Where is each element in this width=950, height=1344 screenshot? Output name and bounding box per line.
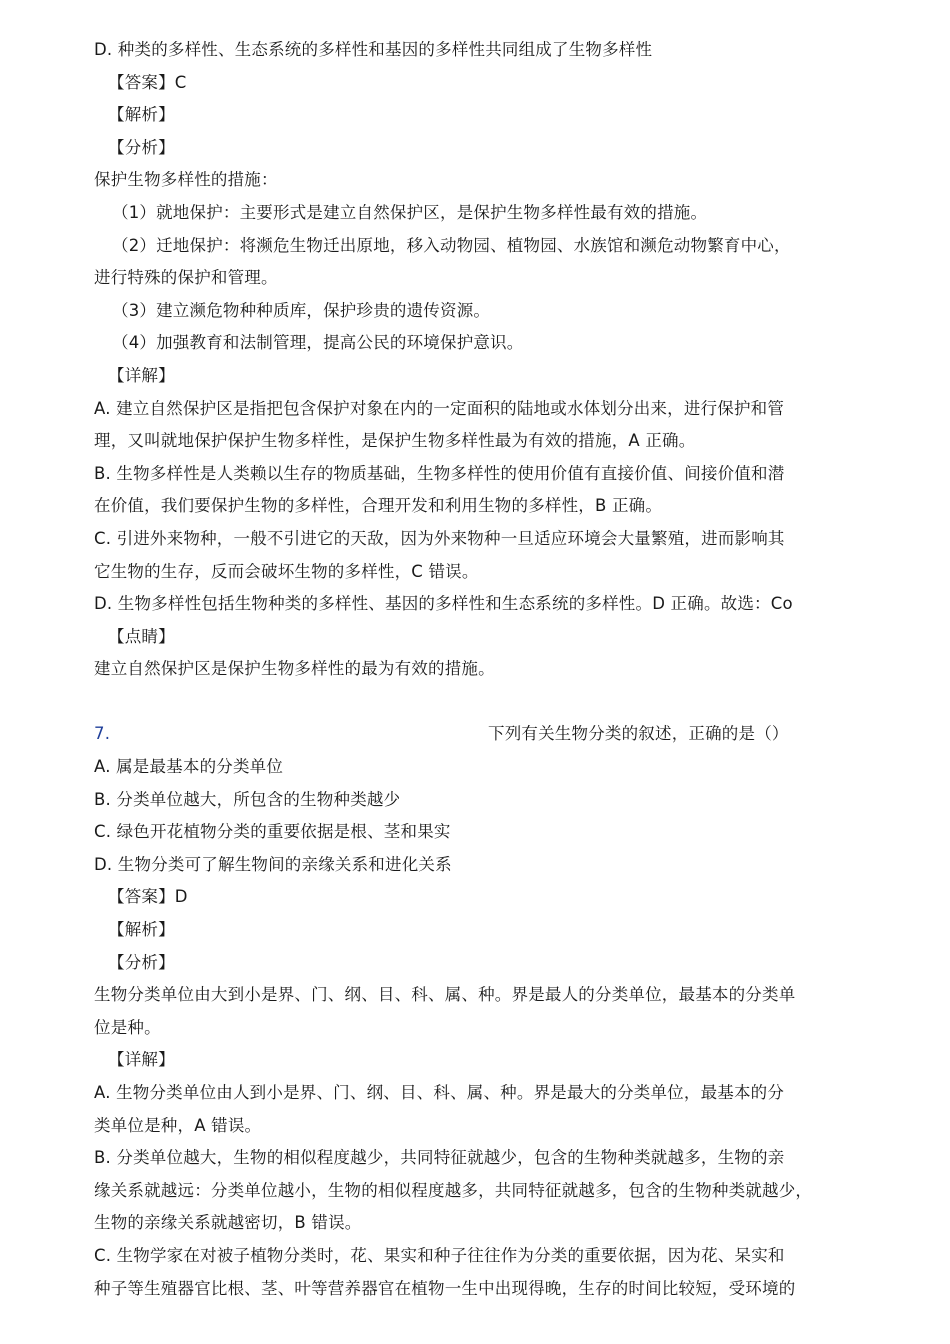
question-7 (94, 718, 864, 751)
question-number: 7. (94, 724, 111, 744)
spacer (94, 686, 864, 719)
analysis-text: 位是种。 (94, 1017, 161, 1037)
detail-text: 生物的亲缘关系就越密切，B 错误。 (94, 1213, 362, 1233)
detail-text: 在价值，我们要保护生物的多样性，合理开发和利用生物的多样性，B 正确。 (94, 496, 663, 516)
detail-text: 种子等生殖器官比根、茎、叶等营养器官在植物一生中出现得晚，生存的时间比较短，受环境的 (94, 1278, 796, 1298)
detail-heading: 【详解】 (108, 1050, 175, 1070)
detail-text: 缘关系就越远：分类单位越小，生物的相似程度越多，共同特征就越多，包含的生物种类就越少， (94, 1180, 813, 1200)
detail-heading: 【详解】 (108, 365, 175, 385)
analysis-text: 保护生物多样性的措施： (94, 170, 278, 190)
detail-text: B. 生物多样性是人类赖以生存的物质基础，生物多样性的使用价值有直接价值、间接价值和潜 (94, 463, 785, 483)
option-d-line: D. 种类的多样性、生态系统的多样性和基因的多样性共同组成了生物多样性 (94, 40, 653, 59)
option-c: C. 绿色开花植物分类的重要依据是根、茎和果实 (94, 822, 451, 842)
measure-item: （1）就地保护：主要形式是建立自然保护区，是保护生物多样性最有效的措施。 (112, 202, 708, 222)
answer-block-6 (94, 34, 864, 686)
detail-text: C. 生物学家在对被子植物分类时，花、果实和种子往往作为分类的重要依据，因为花、呆实和 (94, 1245, 785, 1265)
explanation-heading: 【解析】 (108, 105, 175, 125)
detail-text: A. 建立自然保护区是指把包含保护对象在内的一定面积的陆地或水体划分出来，进行保护和管 (94, 398, 785, 418)
option-b: B. 分类单位越大，所包含的生物种类越少 (94, 789, 401, 809)
detail-text: D. 生物多样性包括生物种类的多样性、基因的多样性和生态系统的多样性。D 正确。故选：Co (94, 594, 793, 614)
option-a: A. 属是最基本的分类单位 (94, 757, 284, 777)
measure-item-continued: 进行特殊的保护和管理。 (94, 268, 278, 288)
answer-heading: 【答案】C (108, 72, 187, 92)
question-stem: 下列有关生物分类的叙述，正确的是（） (488, 724, 789, 744)
detail-text: A. 生物分类单位由人到小是界、门、纲、目、科、属、种。界是最大的分类单位，最基本的分 (94, 1083, 785, 1102)
answer-block-7 (94, 751, 864, 1305)
analysis-text: 生物分类单位由大到小是界、门、纲、目、科、属、种。界是最人的分类单位，最基本的分类单 (94, 985, 796, 1005)
detail-text: 类单位是种，A 错误。 (94, 1115, 262, 1135)
analysis-heading: 【分析】 (108, 952, 175, 972)
key-point-heading: 【点睛】 (108, 626, 175, 646)
measure-item: （2）迁地保护：将濒危生物迁出原地，移入动物园、植物园、水族馆和濒危动物繁育中心， (112, 235, 791, 255)
analysis-heading: 【分析】 (108, 137, 175, 157)
detail-text: B. 分类单位越大，生物的相似程度越少，共同特征就越少，包含的生物种类就越多，生物的亲 (94, 1148, 785, 1168)
answer-heading: 【答案】D (108, 887, 188, 907)
measure-item: （3）建立濒危物种种质库，保护珍贵的遗传资源。 (112, 300, 491, 320)
document-page (94, 34, 864, 1305)
explanation-heading: 【解析】 (108, 920, 175, 940)
measure-item: （4）加强教育和法制管理，提高公民的环境保护意识。 (112, 333, 524, 353)
detail-text: 理，又叫就地保护保护生物多样性，是保护生物多样性最为有效的措施，A 正确。 (94, 431, 696, 451)
detail-text: 它生物的生存，反而会破坏生物的多样性，C 错误。 (94, 561, 479, 581)
key-point-text: 建立自然保护区是保护生物多样性的最为有效的措施。 (94, 659, 495, 679)
detail-text: C. 引进外来物种，一般不引进它的天敌，因为外来物种一旦适应环境会大量繁殖，进而影响其 (94, 528, 785, 548)
option-d: D. 生物分类可了解生物间的亲缘关系和进化关系 (94, 854, 452, 874)
